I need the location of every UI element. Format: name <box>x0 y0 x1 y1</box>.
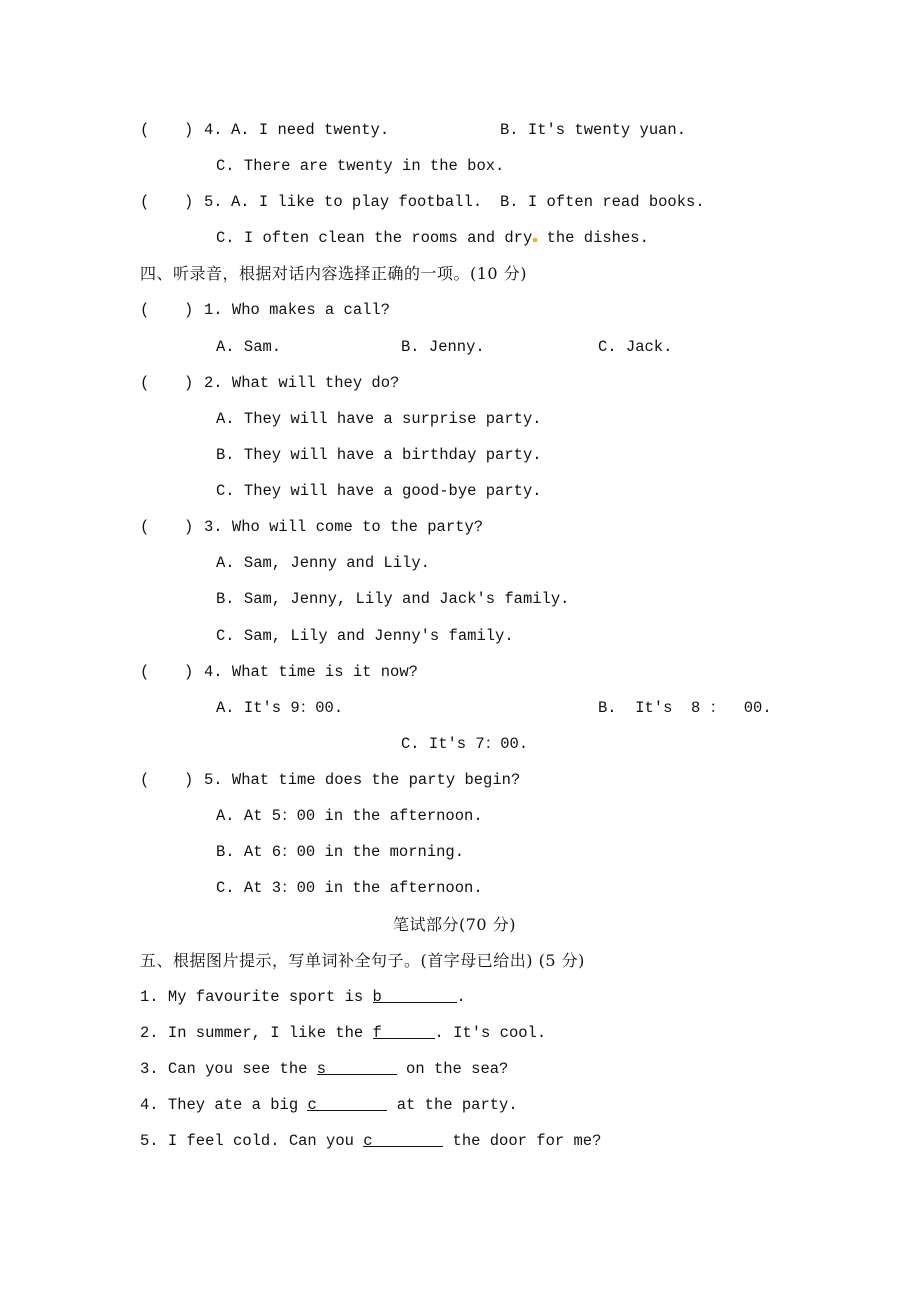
option-b: B. It's 8 ： 00. <box>598 699 772 717</box>
answer-bracket-close: ) <box>184 301 194 319</box>
answer-blank[interactable] <box>307 1095 387 1114</box>
option-a: A. It's 9：00. <box>216 699 344 717</box>
initial-letter: c <box>307 1096 317 1114</box>
answer-bracket-close: ) <box>184 518 194 536</box>
fill-in-item <box>140 1023 546 1043</box>
option-a: A. I need twenty. <box>231 121 390 139</box>
answer-bracket-close: ) <box>184 121 194 139</box>
option-b: B. It's twenty yuan. <box>500 121 687 139</box>
item-text: 2. In summer, I like the <box>140 1024 373 1042</box>
initial-letter: s <box>316 1060 327 1078</box>
option-c-text-end: the dishes. <box>537 229 649 247</box>
answer-blank[interactable] <box>372 1023 435 1042</box>
option-a: A. I like to play football. <box>231 193 483 211</box>
option-b: B. At 6：00 in the morning. <box>216 843 465 861</box>
item-text-end: the door for me? <box>443 1132 602 1150</box>
section-heading: 五、根据图片提示，写单词补全句子。(首字母已给出) (5 分) <box>140 951 585 970</box>
answer-bracket-open: ( <box>140 663 150 681</box>
fill-in-item <box>140 987 466 1007</box>
question-number: 5. <box>204 193 223 211</box>
answer-bracket-open: ( <box>140 771 150 789</box>
option-c <box>216 228 649 248</box>
item-text-end: on the sea? <box>396 1060 509 1078</box>
option-a: A. Sam. <box>216 338 282 356</box>
option-c: C. They will have a good-bye party. <box>216 482 542 500</box>
option-b: B. Jenny. <box>401 338 485 356</box>
question-text: 5. What time does the party begin? <box>204 771 521 789</box>
question-text: 4. What time is it now? <box>204 663 418 681</box>
option-a: A. Sam, Jenny and Lily. <box>216 554 430 572</box>
item-text: 4. They ate a big <box>140 1096 308 1114</box>
option-a: A. They will have a surprise party. <box>216 410 542 428</box>
item-text: 3. Can you see the <box>140 1060 317 1078</box>
question-text: 2. What will they do? <box>204 374 400 392</box>
answer-blank[interactable] <box>316 1059 397 1078</box>
question-text: 1. Who makes a call? <box>204 301 391 319</box>
answer-bracket-open: ( <box>140 374 150 392</box>
answer-blank[interactable] <box>363 1131 443 1150</box>
item-text: 5. I feel cold. Can you <box>140 1132 364 1150</box>
answer-blank[interactable] <box>372 987 457 1006</box>
option-c: C. At 3：00 in the afternoon. <box>216 879 483 897</box>
item-text-end: . <box>456 988 466 1006</box>
option-b: B. They will have a birthday party. <box>216 446 542 464</box>
answer-bracket-close: ) <box>184 663 194 681</box>
initial-letter: f <box>372 1024 382 1042</box>
item-text: 1. My favourite sport is <box>140 988 373 1006</box>
initial-letter: b <box>372 988 382 1006</box>
question-text: 3. Who will come to the party? <box>204 518 484 536</box>
fill-in-item <box>140 1095 518 1115</box>
fill-in-item <box>140 1059 508 1079</box>
option-a: A. At 5：00 in the afternoon. <box>216 807 483 825</box>
option-b: B. I often read books. <box>500 193 705 211</box>
answer-bracket-close: ) <box>184 193 194 211</box>
initial-letter: c <box>363 1132 373 1150</box>
question-number: 4. <box>204 121 223 139</box>
option-c: C. Sam, Lily and Jenny's family. <box>216 627 514 645</box>
option-c: C. There are twenty in the box. <box>216 157 505 175</box>
option-c: C. Jack. <box>598 338 673 356</box>
option-c: C. It's 7：00. <box>401 735 529 753</box>
answer-bracket-open: ( <box>140 121 150 139</box>
answer-bracket-close: ) <box>184 374 194 392</box>
section-heading: 四、听录音，根据对话内容选择正确的一项。(10 分) <box>140 264 527 283</box>
answer-bracket-open: ( <box>140 193 150 211</box>
answer-bracket-close: ) <box>184 771 194 789</box>
fill-in-item <box>140 1131 601 1151</box>
written-part-heading: 笔试部分(70 分) <box>393 915 516 934</box>
item-text-end: at the party. <box>387 1096 518 1114</box>
answer-bracket-open: ( <box>140 301 150 319</box>
answer-bracket-open: ( <box>140 518 150 536</box>
option-b: B. Sam, Jenny, Lily and Jack's family. <box>216 590 570 608</box>
item-text-end: . It's cool. <box>434 1024 547 1042</box>
option-c-text: C. I often clean the rooms and dry <box>216 229 533 247</box>
